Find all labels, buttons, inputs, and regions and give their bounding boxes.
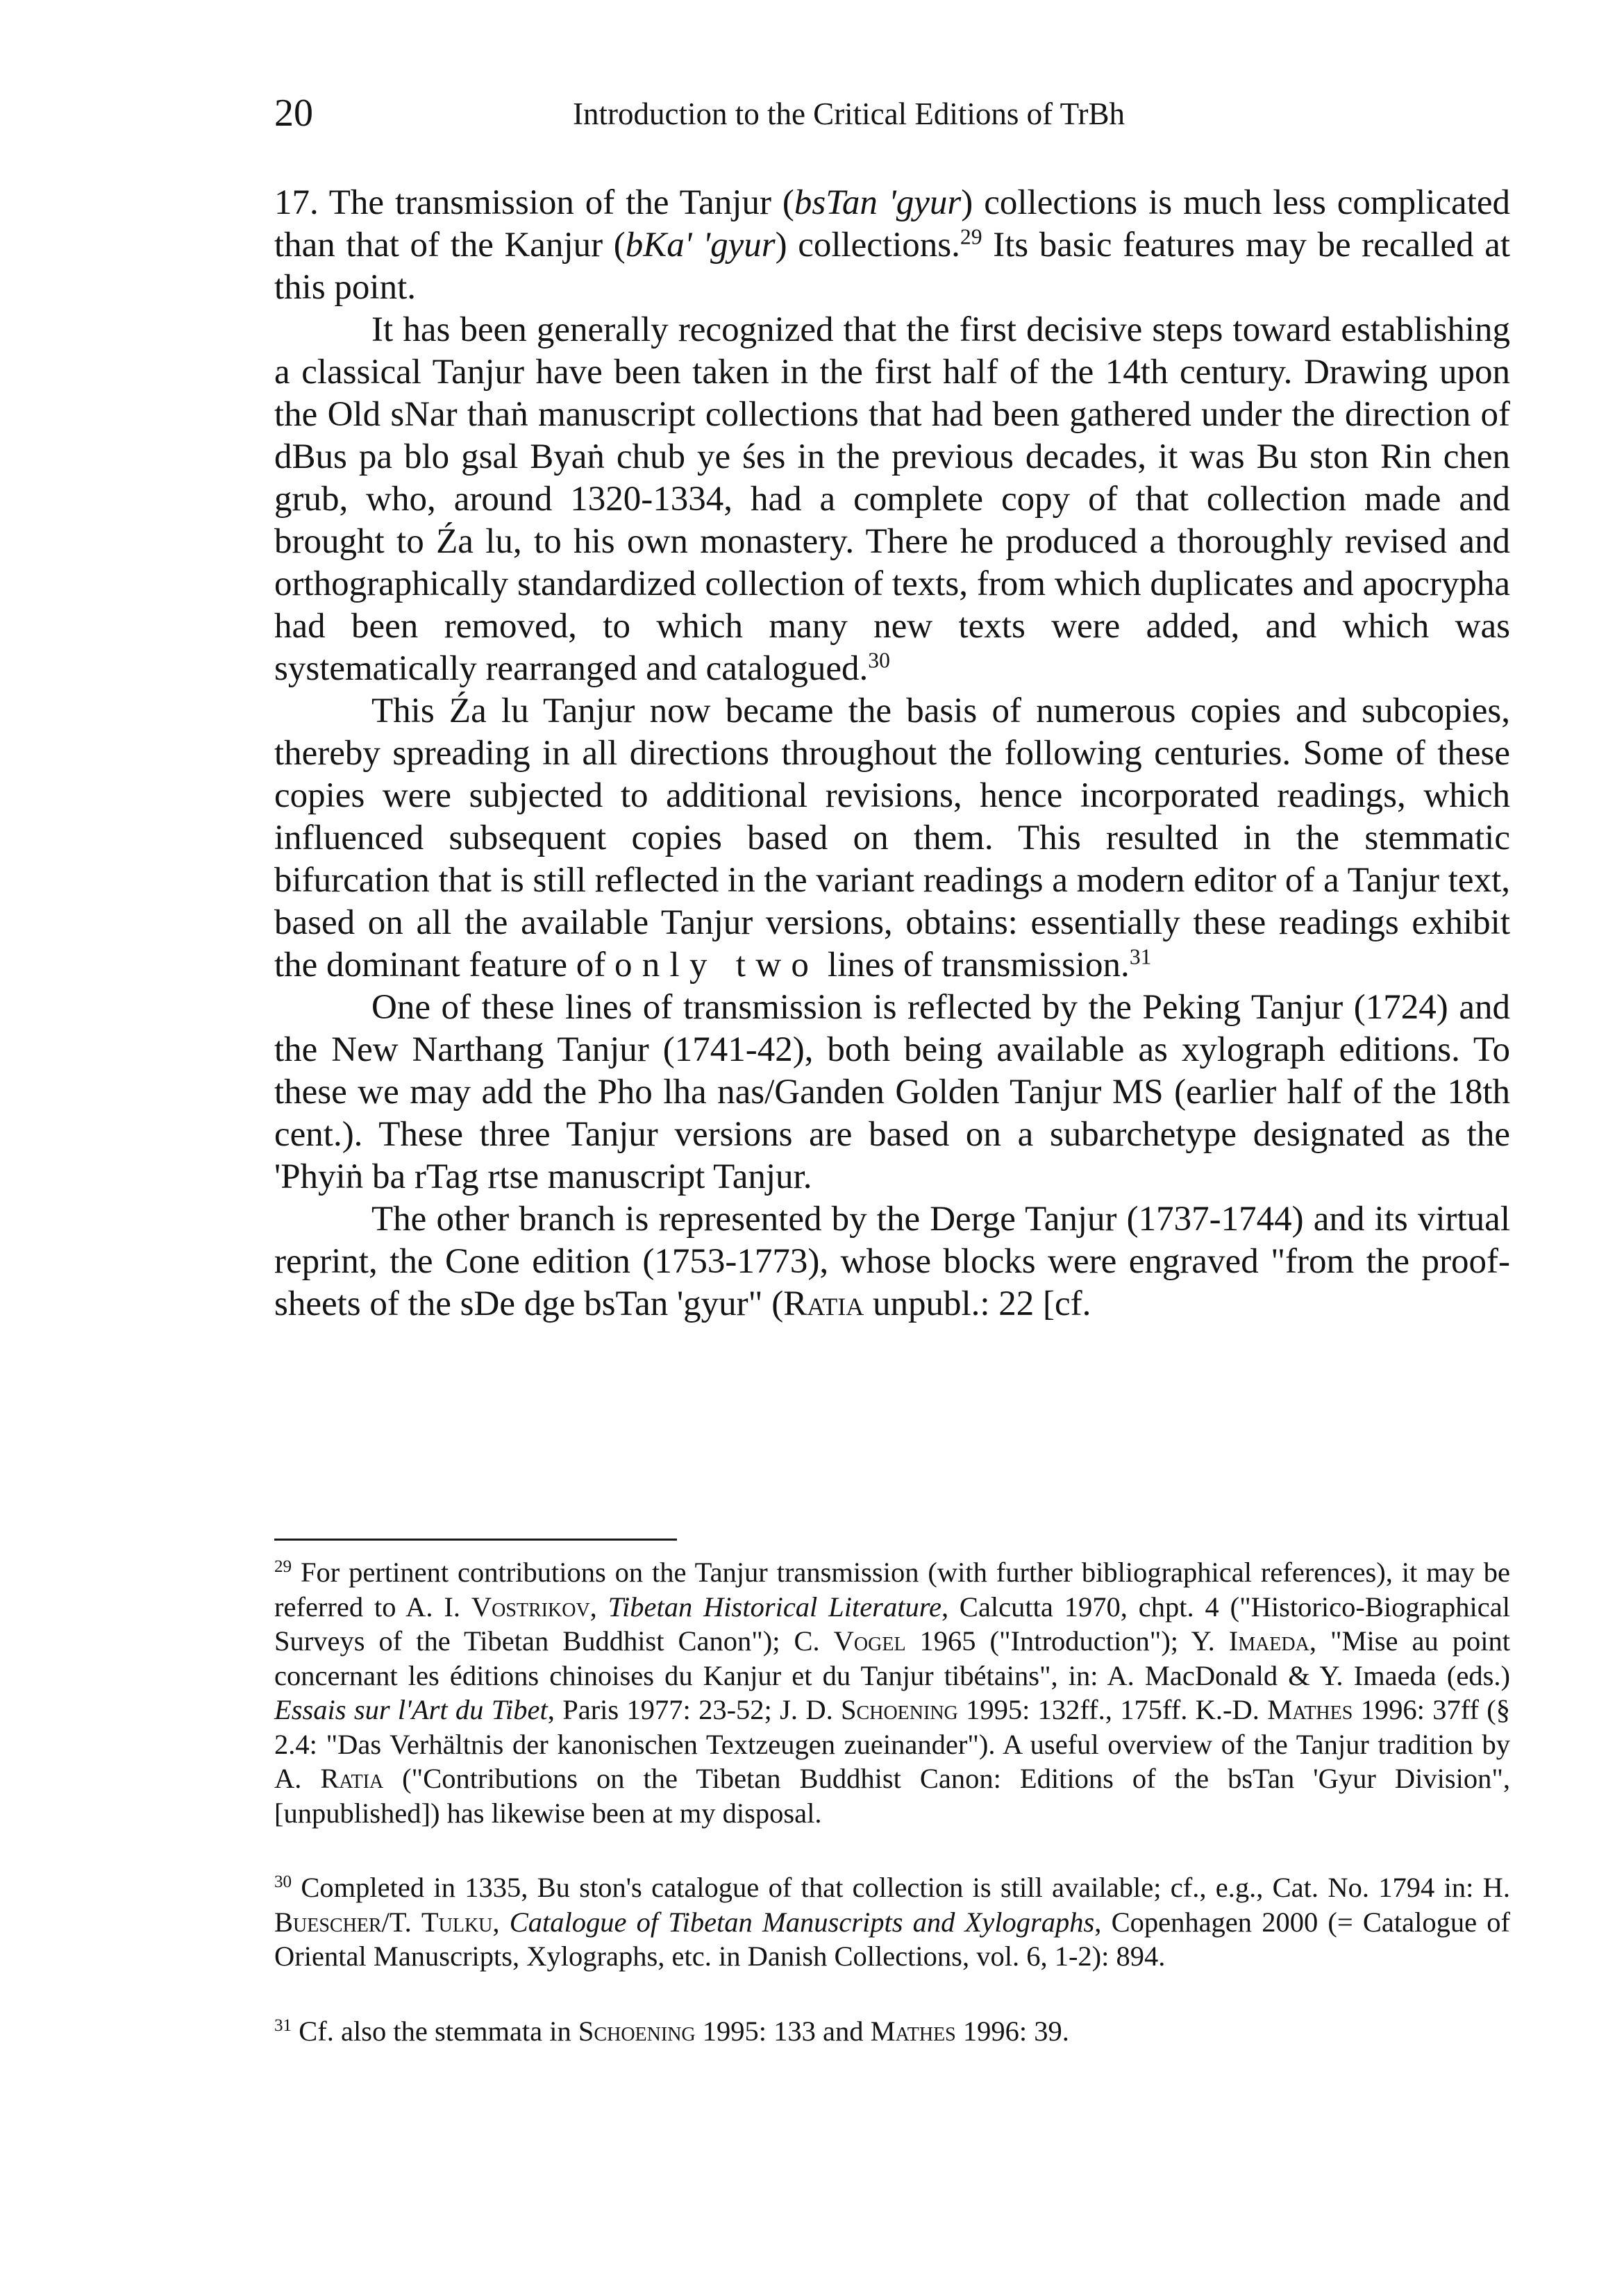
author-name: Ratia (783, 1284, 864, 1323)
footnote-30 (274, 1870, 1510, 1974)
text-run: 17. The transmission of the Tanjur ( (274, 183, 794, 222)
author-name: Imaeda (1228, 1625, 1309, 1657)
footnote-ref-31[interactable]: 31 (1129, 944, 1152, 969)
author-name: Ratia (320, 1763, 384, 1794)
text-run: , (492, 1906, 510, 1938)
text-run: ("Contributions on the Tibetan Buddhist Canon: Editions of the bsTan 'Gyur Division", [unpublished]) has likewise been at my disposal. (274, 1763, 1510, 1829)
text-run: unpubl.: 22 [cf. (864, 1284, 1091, 1323)
footnote-number: 29 (274, 1557, 292, 1577)
text-run: , (589, 1591, 608, 1623)
footnote-divider (274, 1539, 677, 1541)
paragraph-tanjur-origin (274, 309, 1510, 690)
footnote-number: 31 (274, 2016, 292, 2035)
text-run: ) collections. (775, 226, 960, 265)
author-name: Buescher (274, 1906, 382, 1938)
text-run: For pertinent contributions on the Tanjur transmission (with further bibliographical references), it may be referred to A. I. (274, 1557, 1510, 1623)
italic-term: bKa' 'gyur (625, 226, 776, 265)
footnote-ref-30[interactable]: 30 (868, 648, 890, 673)
text-run: /T. (381, 1906, 421, 1938)
text-run: 1995: 132ff., 175ff. K.-D. (957, 1694, 1268, 1725)
paragraph-derge-branch (274, 1198, 1510, 1325)
author-name: Mathes (870, 2015, 956, 2047)
text-run: Its basic features may be recalled at this point. (274, 226, 1510, 307)
footnote-ref-29[interactable]: 29 (960, 224, 982, 249)
text-run: ) collections is much less complicated than that of the Kanjur ( (274, 183, 1510, 265)
text-run: The other branch is represented by the Derge Tanjur (1737-1744) and its virtual reprint, the Cone edition (1753-1773), whose blocks were engraved "from the proof-sheets of the sDe dge bsTan 'gyur" ( (274, 1200, 1510, 1323)
main-text (274, 182, 1510, 1325)
text-run: It has been generally recognized that the first decisive steps toward establishing a classical Tanjur have been taken in the first half of the 14th century. Drawing upon the Old sNar thaṅ manuscript collections that had been gathered under the direction of dBus pa blo gsal Byaṅ chub ye śes in the previous decades, it was Bu ston Rin chen grub, who, around 1320-1334, had a complete copy of that collection made and brought to Źa lu, to his own monastery. There he produced a thoroughly revised and orthographically standardized collection of texts, from which duplicates and apocrypha had been removed, to which many new texts were added, and which was systematically rearranged and catalogued. (274, 310, 1510, 688)
text-run: This Źa lu Tanjur now became the basis of numerous copies and subcopies, thereby spreading in all directions throughout the following centuries. Some of these copies were subjected to additional revisions, hence incorporated readings, which influenced subsequent copies based on them. This resulted in the stemmatic bifurcation that is still reflected in the variant readings a modern editor of a Tanjur text, based on all the available Tanjur versions, obtains: essentially these readings exhibit the dominant feature of (274, 692, 1510, 984)
text-run: 1996: 37ff (§ 2.4: "Das Verhältnis der kanonischen Textzeugen zueinander"). A useful overview of the Tanjur tradition by A. (274, 1694, 1511, 1794)
author-name: Vogel (833, 1625, 906, 1657)
paragraph-17 (274, 182, 1510, 309)
text-run: 1995: 133 and (695, 2015, 871, 2047)
author-name: Tulku (421, 1906, 493, 1938)
book-title: Catalogue of Tibetan Manuscripts and Xylographs (509, 1906, 1095, 1938)
running-head: Introduction to the Critical Editions of TrBh (573, 97, 1125, 131)
text-run: , Copenhagen 2000 (= Catalogue of Oriental Manuscripts, Xylographs, etc. in Danish Collections, vol. 6, 1-2): 894. (274, 1906, 1510, 1972)
italic-term: bsTan 'gyur (794, 183, 962, 222)
text-run: Cf. also the stemmata in (292, 2015, 578, 2047)
text-run: , Paris 1977: 23-52; J. D. (547, 1694, 842, 1725)
author-name: Schoening (841, 1694, 958, 1725)
paragraph-zalu-tanjur (274, 690, 1510, 987)
author-name: Schoening (578, 2015, 696, 2047)
footnote-number: 30 (274, 1872, 292, 1892)
spaced-emphasis: only two (614, 946, 819, 984)
text-run: Completed in 1335, Bu ston's catalogue of that collection is still available; cf., e.g., Cat. No. 1794 in: H. (292, 1872, 1510, 1903)
text-run: lines of transmission. (819, 946, 1130, 984)
page-number: 20 (274, 92, 313, 135)
author-name: Mathes (1267, 1694, 1353, 1725)
text-run: , Calcutta 1970, chpt. 4 ("Historico-Biographical Surveys of the Tibetan Buddhist Canon"); C. (274, 1591, 1510, 1657)
text-run: , "Mise au point concernant les éditions chinoises du Kanjur et du Tanjur tibétains", in: A. MacDonald & Y. Imaeda (eds.) (274, 1625, 1510, 1691)
page-header (274, 89, 1510, 144)
text-run: 1996: 39. (955, 2015, 1069, 2047)
footnotes (274, 1555, 1510, 2088)
book-title: Essais sur l'Art du Tibet (274, 1694, 548, 1725)
paragraph-peking-line: One of these lines of transmission is reflected by the Peking Tanjur (1724) and the New Narthang Tanjur (1741-42), both being available as xylograph editions. To these we may add the Pho lha nas/Ganden Golden Tanjur MS (earlier half of the 18th cent.). These three Tanjur versions are based on a subarchetype designated as the 'Phyiṅ ba rTag rtse manuscript Tanjur. (274, 988, 1510, 1196)
text-run: 1965 ("Introduction"); Y. (905, 1625, 1229, 1657)
footnote-29 (274, 1555, 1510, 1830)
footnote-31 (274, 2014, 1510, 2049)
book-title: Tibetan Historical Literature (608, 1591, 941, 1623)
author-name: Vostrikov (471, 1591, 590, 1623)
